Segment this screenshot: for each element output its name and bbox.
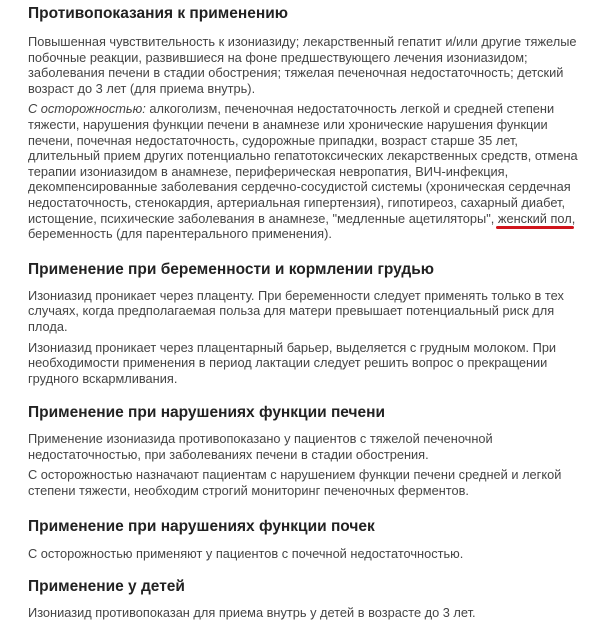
section-liver [28, 403, 578, 498]
paragraph: С осторожностью назначают пациентам с нарушением функции печени средней и легкой степени тяжести, необходим строгий мониторинг печеночных ферментов. [28, 467, 562, 499]
caution-label: С осторожностью: [28, 101, 146, 117]
paragraph: Изониазид проникает через плаценту. При беременности следует применять только в тех случаях, когда предполагаемая польза для матери превышает потенциальный риск для плода. [28, 287, 564, 334]
paragraph: Изониазид противопоказан для приема внутрь у детей в возрасте до 3 лет. [28, 605, 476, 621]
paragraph: Изониазид проникает через плацентарный барьер, выделяется с грудным молоком. При необходимости применения в период лактации следует решить вопрос о прекращении грудного вскармливания. [28, 339, 557, 386]
paragraph: Повышенная чувствительность к изониазиду; лекарственный гепатит и/или другие тяжелые побочные реакции, развившиеся на фоне предшествующего лечения изониазидом; заболевания печени в стадии обострения; тяжелая печеночная недостаточность; детский возраст до 3 лет (для приема внутрь). [28, 34, 577, 96]
caution-text-end: , беременность (для парентерального применения). [28, 210, 576, 242]
section-heading: Применение при беременности и кормлении грудью [28, 260, 435, 278]
section-kidney [28, 517, 578, 562]
paragraph: Применение изониазида противопоказано у пациентов с тяжелой печеночной недостаточностью, при заболеваниях печени в стадии обострения. [28, 431, 493, 462]
paragraph-caution [28, 101, 578, 241]
section-heading: Применение при нарушениях функции почек [28, 517, 375, 535]
caution-text: алкоголизм, печеночная недостаточность легкой и средней степени тяжести, нарушения функции печени в анамнезе или хронические нарушения функции печени, почечная недостаточность, судорожные припадки, возраст старше 35 лет, длительный прием других потенциально гепатотоксических лекарственных средств, отмена терапии изониазидом в анамнезе, периферическая невропатия, ВИЧ-инфекция, декомпенсированные заболевания сердечно-сосудистой системы (хроническая сердечная недостаточность, стенокардия, артериальная гипертензия), гипотиреоз, сахарный диабет, истощение, психические заболевания в анамнезе, "медленные ацетиляторы", [28, 101, 578, 226]
section-children [28, 577, 578, 621]
section-contraindications [28, 0, 578, 242]
article-content [28, 0, 578, 621]
section-heading: Противопоказания к применению [28, 5, 288, 22]
section-heading: Применение при нарушениях функции печени [28, 404, 386, 422]
section-pregnancy [28, 260, 578, 387]
red-underlined-text: женский пол [497, 210, 572, 226]
paragraph: С осторожностью применяют у пациентов с почечной недостаточностью. [28, 545, 464, 561]
section-heading: Применение у детей [28, 578, 185, 596]
